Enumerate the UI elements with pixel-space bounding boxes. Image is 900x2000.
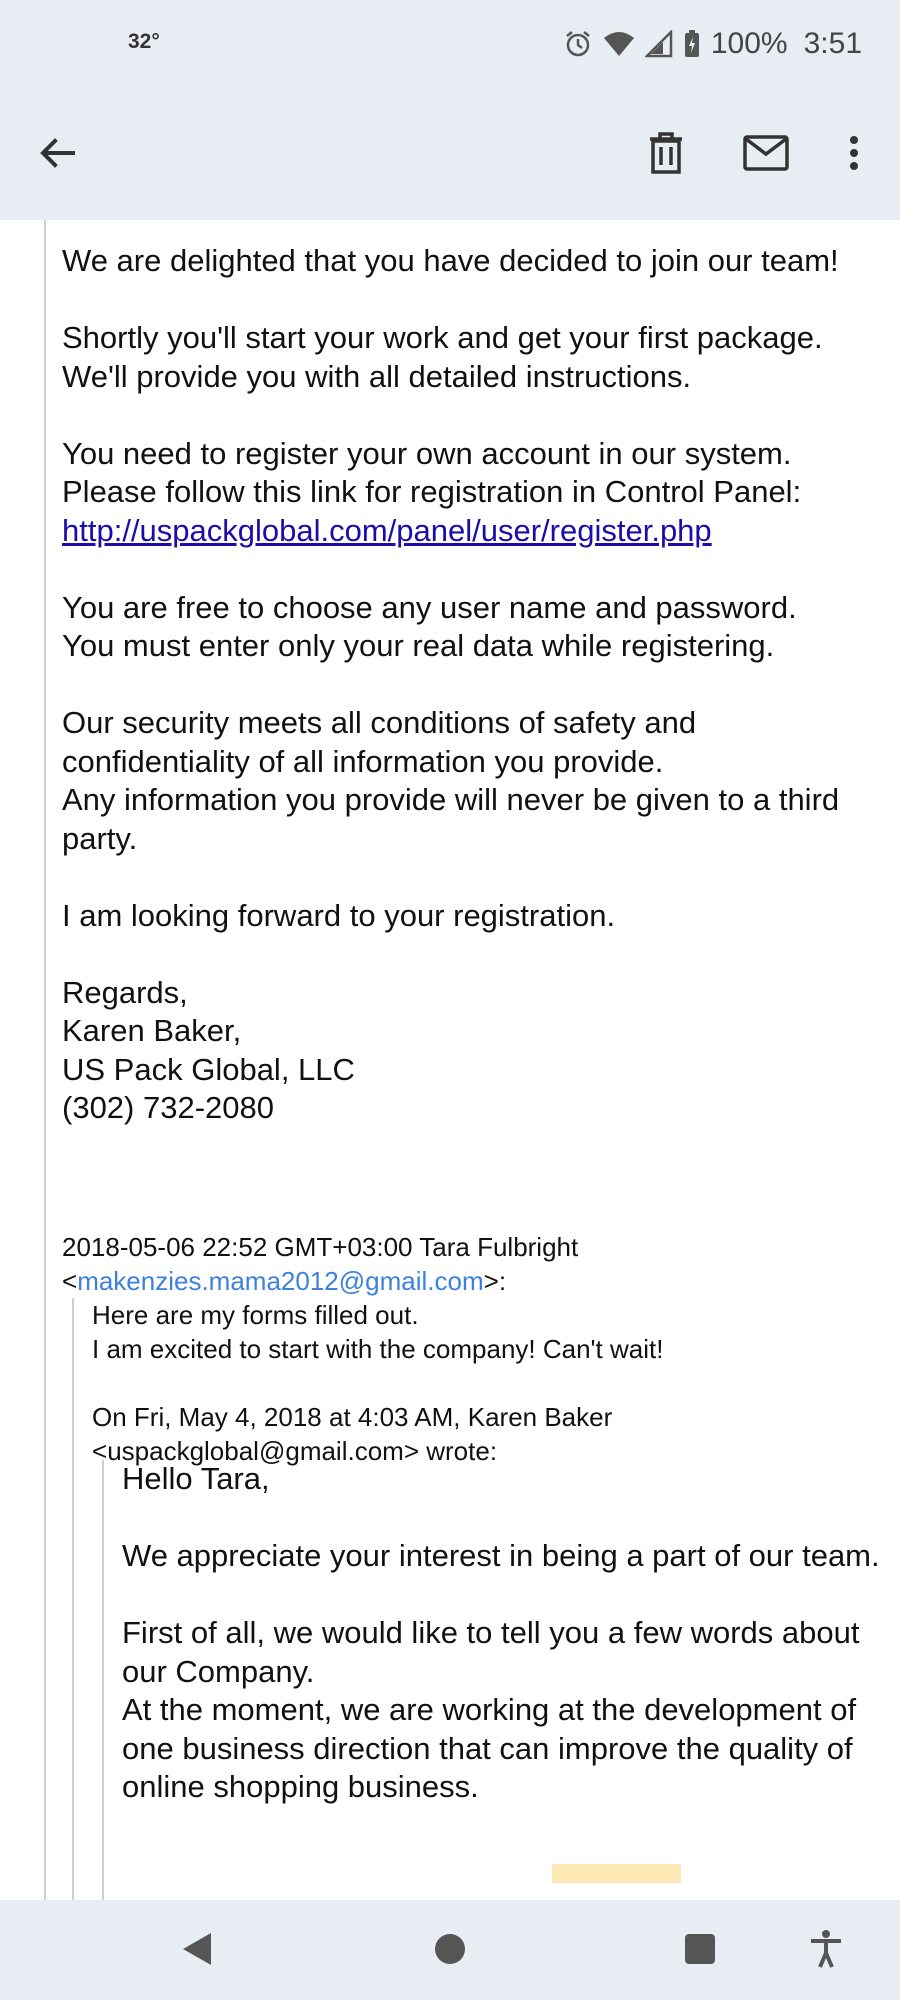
paragraph-welcome: We are delighted that you have decided to join our team! — [62, 243, 839, 278]
status-icons — [563, 24, 862, 64]
delete-button[interactable] — [631, 120, 701, 190]
mail-icon — [743, 135, 789, 176]
paragraph-register — [62, 435, 882, 551]
navigation-bar — [0, 1900, 900, 2000]
quote-line-2: I am excited to start with the company! Can't wait! — [92, 1334, 664, 1364]
quoted-header-text: 2018-05-06 22:52 GMT+03:00 Tara Fulbright — [62, 1232, 579, 1262]
register-line-2: Please follow this link for registration in Control Panel: — [62, 474, 802, 509]
highlighted-word — [552, 1864, 681, 1883]
quoted-sender-email[interactable]: makenzies.mama2012@gmail.com — [77, 1266, 484, 1296]
temperature: 32° — [128, 30, 160, 53]
company-direction: At the moment, we are working at the development of one business direction that can improve the quality of online shopping business. — [122, 1692, 857, 1804]
free-line-1: You are free to choose any user name and password. — [62, 589, 797, 625]
security-line-1: Our security meets all conditions of safety and confidentiality of all information you provide. — [62, 705, 697, 779]
message-body — [62, 242, 882, 1166]
nav-back-icon — [181, 1931, 213, 1972]
signature-regards: Regards, — [62, 974, 188, 1010]
quoted-header: 2018-05-06 22:52 GMT+03:00 Tara Fulbright <makenzies.mama2012@gmail.com>: — [62, 1232, 579, 1296]
signature-name: Karen Baker, — [62, 1013, 242, 1048]
signature-company: US Pack Global, LLC — [62, 1051, 355, 1087]
wrote-email[interactable]: uspackglobal@gmail.com — [107, 1436, 404, 1466]
quote-level-1-text: Here are my forms filled out. I am excited to start with the company! Can't wait! On Fri, May 4, 2018 at 4:03 AM, Karen Baker <uspackglobal@gmail.com> wrote: — [92, 1300, 664, 1466]
wifi-icon — [603, 30, 635, 58]
clock: 3:51 — [803, 27, 862, 60]
quote2-paragraph-1: We appreciate your interest in being a part of our team. — [122, 1538, 880, 1573]
paragraph-credentials — [62, 589, 882, 666]
quote-level-2 — [102, 1460, 884, 1900]
signal-icon — [645, 30, 673, 58]
arrow-left-icon — [37, 133, 77, 178]
trash-icon — [648, 132, 684, 179]
back-button[interactable] — [22, 120, 92, 190]
nav-recents-icon — [684, 1933, 716, 1970]
quote-rule — [44, 220, 46, 1900]
app-bar — [0, 110, 900, 200]
paragraph-security — [62, 704, 882, 858]
battery-percent: 100% — [710, 27, 788, 60]
signature — [62, 974, 882, 1128]
register-line-1: You need to register your own account in our system. — [62, 435, 792, 471]
accessibility-icon — [809, 1929, 843, 1974]
register-link[interactable]: http://uspackglobal.com/panel/user/register.php — [62, 512, 712, 548]
company-intro: First of all, we would like to tell you a few words about our Company. — [122, 1615, 860, 1689]
greeting: Hello Tara, — [122, 1461, 270, 1496]
alarm-icon — [563, 29, 593, 59]
status-bar — [0, 0, 900, 88]
signature-phone: (302) 732-2080 — [62, 1090, 274, 1125]
wrote-line: On Fri, May 4, 2018 at 4:03 AM, Karen Baker — [92, 1402, 613, 1432]
security-line-2: Any information you provide will never be given to a third party. — [62, 782, 840, 856]
quote-line-1: Here are my forms filled out. — [92, 1300, 419, 1330]
paragraph-forward: I am looking forward to your registration. — [62, 897, 616, 933]
free-line-2: You must enter only your real data while registering. — [62, 628, 775, 663]
more-options-button[interactable] — [819, 120, 889, 190]
nav-home-icon — [434, 1933, 466, 1970]
paragraph-instructions: Shortly you'll start your work and get your first package. We'll provide you with all detailed instructions. — [62, 320, 823, 394]
wrote-suffix: > wrote: — [403, 1436, 498, 1466]
nav-back-button[interactable] — [167, 1925, 227, 1977]
nav-home-button[interactable] — [420, 1925, 480, 1977]
accessibility-button[interactable] — [796, 1925, 856, 1977]
more-vert-icon — [848, 135, 860, 176]
cut-off-line — [122, 1863, 882, 1883]
mark-unread-button[interactable] — [731, 120, 801, 190]
nav-recents-button[interactable] — [670, 1925, 730, 1977]
battery-icon — [683, 29, 701, 59]
email-content[interactable] — [0, 220, 900, 1900]
quote2-paragraph-2 — [122, 1614, 882, 1807]
quote-level-2-text — [122, 1460, 882, 1865]
